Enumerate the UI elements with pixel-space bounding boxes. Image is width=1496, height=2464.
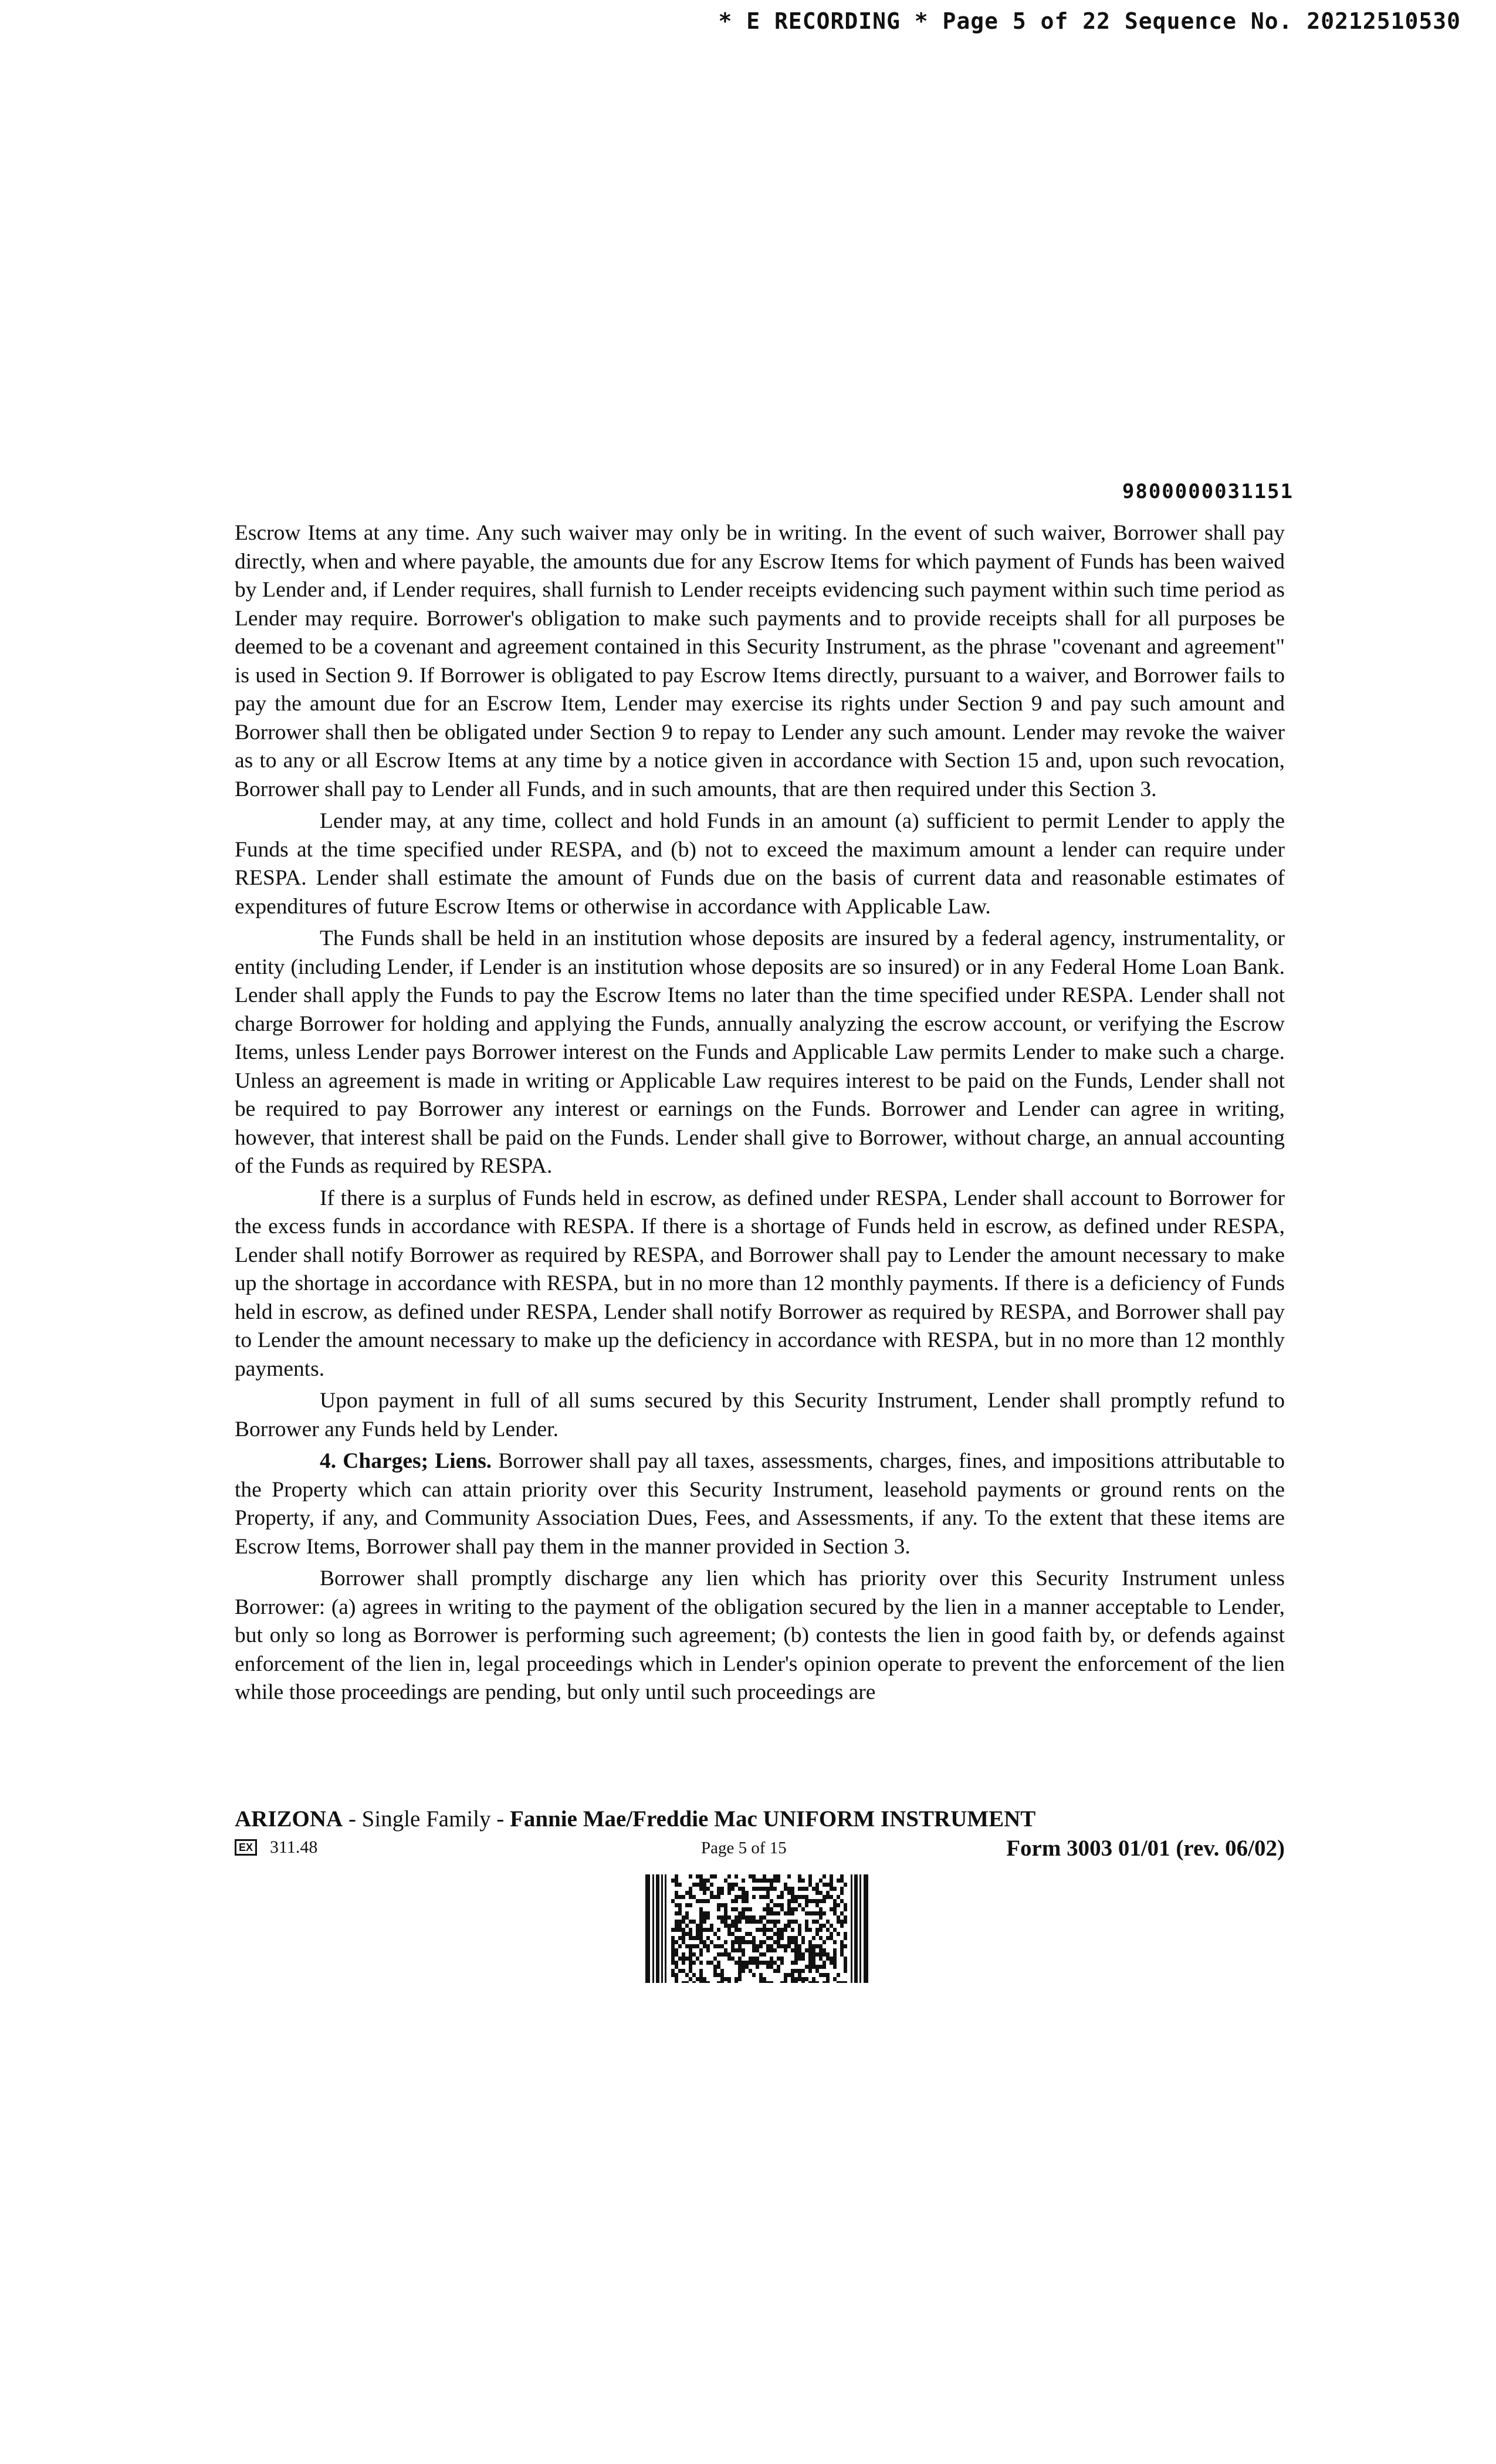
form-code-number: 311.48 xyxy=(270,1837,318,1857)
footer-state: ARIZONA xyxy=(235,1806,343,1832)
document-body xyxy=(235,519,1285,1711)
page-number: Page 5 of 15 xyxy=(701,1839,787,1857)
paragraph-charges-liens xyxy=(235,1447,1285,1561)
paragraph-lender-collect-funds: Lender may, at any time, collect and hold Funds in an amount (a) sufficient to permit Lender to apply the Funds at the time specified under RESPA, and (b) not to exceed the maximum amount a lender can require under RESPA. Lender shall estimate the amount of Funds due on the basis of current data and reasonable estimates of expenditures of future Escrow Items or otherwise in accordance with Applicable Law. xyxy=(235,809,1285,919)
form-code xyxy=(235,1837,317,1857)
footer-form-line xyxy=(235,1835,1285,1864)
paragraph-funds-held: The Funds shall be held in an institution whose deposits are insured by a federal agency, instrumentality, or entity (including Lender, if Lender is an institution whose deposits are so insured) or in any Federal Home Loan Bank. Lender shall apply the Funds to pay the Escrow Items no later than the time specified under RESPA. Lender shall not charge Borrower for holding and applying the Funds, annually analyzing the escrow account, or verifying the Escrow Items, unless Lender pays Borrower interest on the Funds and Applicable Law permits Lender to make such a charge. Unless an agreement is made in writing or Applicable Law requires interest to be paid on the Funds, Lender shall not be required to pay Borrower any interest or earnings on the Funds. Borrower and Lender can agree in writing, however, that interest shall be paid on the Funds. Lender shall give to Borrower, without charge, an annual accounting of the Funds as required by RESPA. xyxy=(235,926,1285,1178)
barcode-icon xyxy=(645,1874,868,1983)
footer-family: - Single Family - xyxy=(343,1806,510,1832)
paragraph-discharge-lien: Borrower shall promptly discharge any lien which has priority over this Security Instrument unless Borrower: (a) agrees in writing to the payment of the obligation secured by the lien in a manner acceptable to Lender, but only so long as Borrower is performing such agreement; (b) contests the lien in good faith by, or defends against enforcement of the lien in, legal proceedings which in Lender's opinion operate to prevent the enforcement of the lien while those proceedings are pending, but only until such proceedings are xyxy=(235,1566,1285,1704)
section-heading-charges-liens: 4. Charges; Liens. xyxy=(320,1449,492,1473)
recording-header: * E RECORDING * Page 5 of 22 Sequence No. 20212510530 xyxy=(718,8,1461,34)
footer-instrument: Fannie Mae/Freddie Mac UNIFORM INSTRUMENT xyxy=(510,1806,1036,1832)
paragraph-refund: Upon payment in full of all sums secured by this Security Instrument, Lender shall promptly refund to Borrower any Funds held by Lender. xyxy=(235,1389,1285,1441)
footer-instrument-line xyxy=(235,1806,1035,1832)
paragraph-surplus-shortage: If there is a surplus of Funds held in escrow, as defined under RESPA, Lender shall account to Borrower for the excess funds in accordance with RESPA. If there is a shortage of Funds held in escrow, as defined under RESPA, Lender shall notify Borrower as required by RESPA, and Borrower shall pay to Lender the amount necessary to make up the shortage in accordance with RESPA, but in no more than 12 monthly payments. If there is a deficiency of Funds held in escrow, as defined under RESPA, Lender shall notify Borrower as required by RESPA, and Borrower shall pay to Lender the amount necessary to make up the deficiency in accordance with RESPA, but in no more than 12 monthly payments. xyxy=(235,1186,1285,1381)
loan-number: 9800000031151 xyxy=(1122,480,1294,503)
paragraph-escrow-waiver: Escrow Items at any time. Any such waiver may only be in writing. In the event of such waiver, Borrower shall pay directly, when and where payable, the amounts due for any Escrow Items for which payment of Funds has been waived by Lender and, if Lender requires, shall furnish to Lender receipts evidencing such payment within such time period as Lender may require. Borrower's obligation to make such payments and to provide receipts shall for all purposes be deemed to be a covenant and agreement contained in this Security Instrument, as the phrase "covenant and agreement" is used in Section 9. If Borrower is obligated to pay Escrow Items directly, pursuant to a waiver, and Borrower fails to pay the amount due for an Escrow Item, Lender may exercise its rights under Section 9 and pay such amount and Borrower shall then be obligated under Section 9 to repay to Lender any such amount. Lender may revoke the waiver as to any or all Escrow Items at any time by a notice given in accordance with Section 15 and, upon such revocation, Borrower shall pay to Lender all Funds, and in such amounts, that are then required under this Section 3. xyxy=(235,521,1285,801)
charges-liens-text: Borrower shall pay all taxes, assessments, charges, fines, and impositions attributable to the Property which can attain priority over this Security Instrument, leasehold payments or ground rents on the Property, if any, and Community Association Dues, Fees, and Assessments, if any. To the extent that these items are Escrow Items, Borrower shall pay them in the manner provided in Section 3. xyxy=(235,1449,1285,1559)
form-vendor-icon: EX xyxy=(235,1839,257,1856)
form-number: Form 3003 01/01 (rev. 06/02) xyxy=(1006,1836,1285,1861)
